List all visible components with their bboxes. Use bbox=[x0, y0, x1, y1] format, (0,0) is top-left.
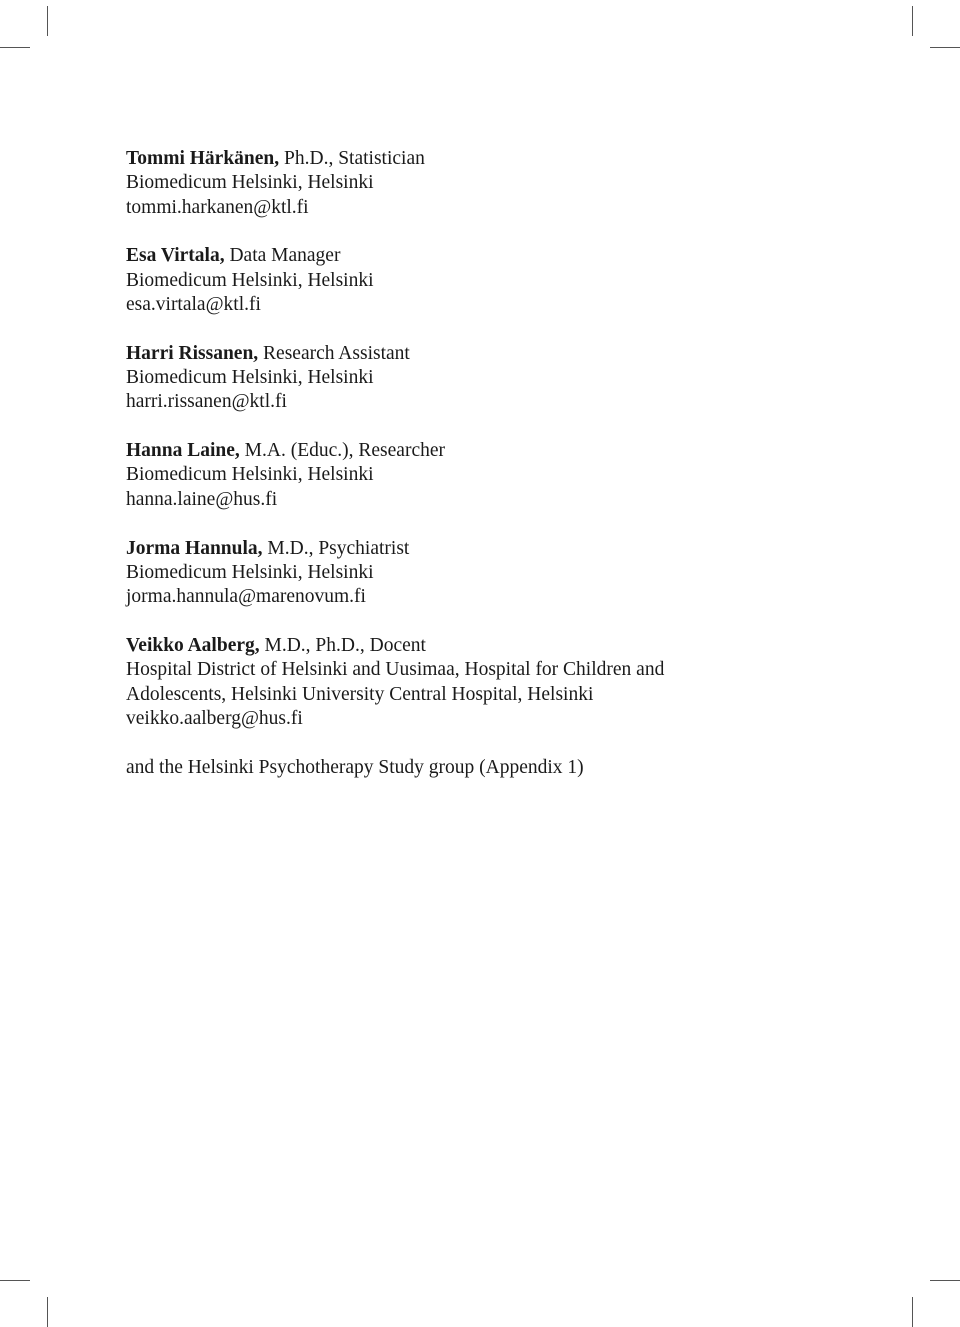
author-email: tommi.harkanen@ktl.fi bbox=[126, 196, 309, 218]
author-title: Data Manager bbox=[224, 245, 341, 267]
author-entry bbox=[126, 537, 886, 610]
crop-mark-top-right-vertical bbox=[912, 6, 913, 36]
crop-mark-bottom-left-vertical bbox=[47, 1297, 48, 1327]
crop-mark-top-left-horizontal bbox=[0, 47, 30, 48]
crop-mark-top-right-horizontal bbox=[930, 47, 960, 48]
study-group-text: and the Helsinki Psychotherapy Study group (Appendix 1) bbox=[126, 756, 584, 778]
author-title: Ph.D., Statistician bbox=[279, 148, 425, 169]
author-affiliation: Hospital District of Helsinki and Uusimaa, Hospital for Children and bbox=[126, 659, 665, 681]
author-email: esa.virtala@ktl.fi bbox=[126, 293, 261, 315]
author-entry bbox=[126, 244, 886, 317]
author-name: Jorma Hannula, bbox=[126, 537, 263, 559]
author-affiliation: Adolescents, Helsinki University Central Hospital, Helsinki bbox=[126, 683, 594, 705]
author-name: Hanna Laine, bbox=[126, 440, 240, 462]
author-name: Tommi Härkänen, bbox=[126, 148, 280, 169]
author-entry bbox=[126, 634, 886, 731]
author-heading bbox=[126, 537, 886, 561]
crop-mark-bottom-right-vertical bbox=[912, 1297, 913, 1327]
crop-mark-bottom-right-horizontal bbox=[930, 1280, 960, 1281]
author-affiliation: Biomedicum Helsinki, Helsinki bbox=[126, 464, 374, 486]
author-heading bbox=[126, 342, 886, 366]
crop-mark-top-left-vertical bbox=[47, 6, 48, 36]
author-title: Research Assistant bbox=[258, 342, 410, 364]
crop-mark-bottom-left-horizontal bbox=[0, 1280, 30, 1281]
author-heading bbox=[126, 147, 886, 171]
author-list bbox=[126, 147, 886, 780]
author-entry bbox=[126, 342, 886, 415]
author-affiliation: Biomedicum Helsinki, Helsinki bbox=[126, 367, 374, 389]
author-title: M.D., Psychiatrist bbox=[262, 537, 410, 559]
author-email: hanna.laine@hus.fi bbox=[126, 488, 278, 510]
author-email: jorma.hannula@marenovum.fi bbox=[126, 586, 366, 608]
author-title: M.D., Ph.D., Docent bbox=[259, 634, 426, 656]
study-group-note bbox=[126, 756, 886, 780]
author-email: veikko.aalberg@hus.fi bbox=[126, 707, 303, 729]
author-affiliation: Biomedicum Helsinki, Helsinki bbox=[126, 172, 374, 194]
author-name: Harri Rissanen, bbox=[126, 342, 259, 364]
author-heading bbox=[126, 244, 886, 268]
author-affiliation: Biomedicum Helsinki, Helsinki bbox=[126, 561, 374, 583]
author-entry bbox=[126, 439, 886, 512]
author-email: harri.rissanen@ktl.fi bbox=[126, 391, 287, 413]
author-name: Esa Virtala, bbox=[126, 245, 225, 267]
author-entry bbox=[126, 147, 886, 220]
author-name: Veikko Aalberg, bbox=[126, 634, 260, 656]
author-affiliation: Biomedicum Helsinki, Helsinki bbox=[126, 269, 374, 291]
author-heading bbox=[126, 439, 886, 463]
author-title: M.A. (Educ.), Researcher bbox=[239, 440, 446, 462]
author-heading bbox=[126, 634, 886, 658]
